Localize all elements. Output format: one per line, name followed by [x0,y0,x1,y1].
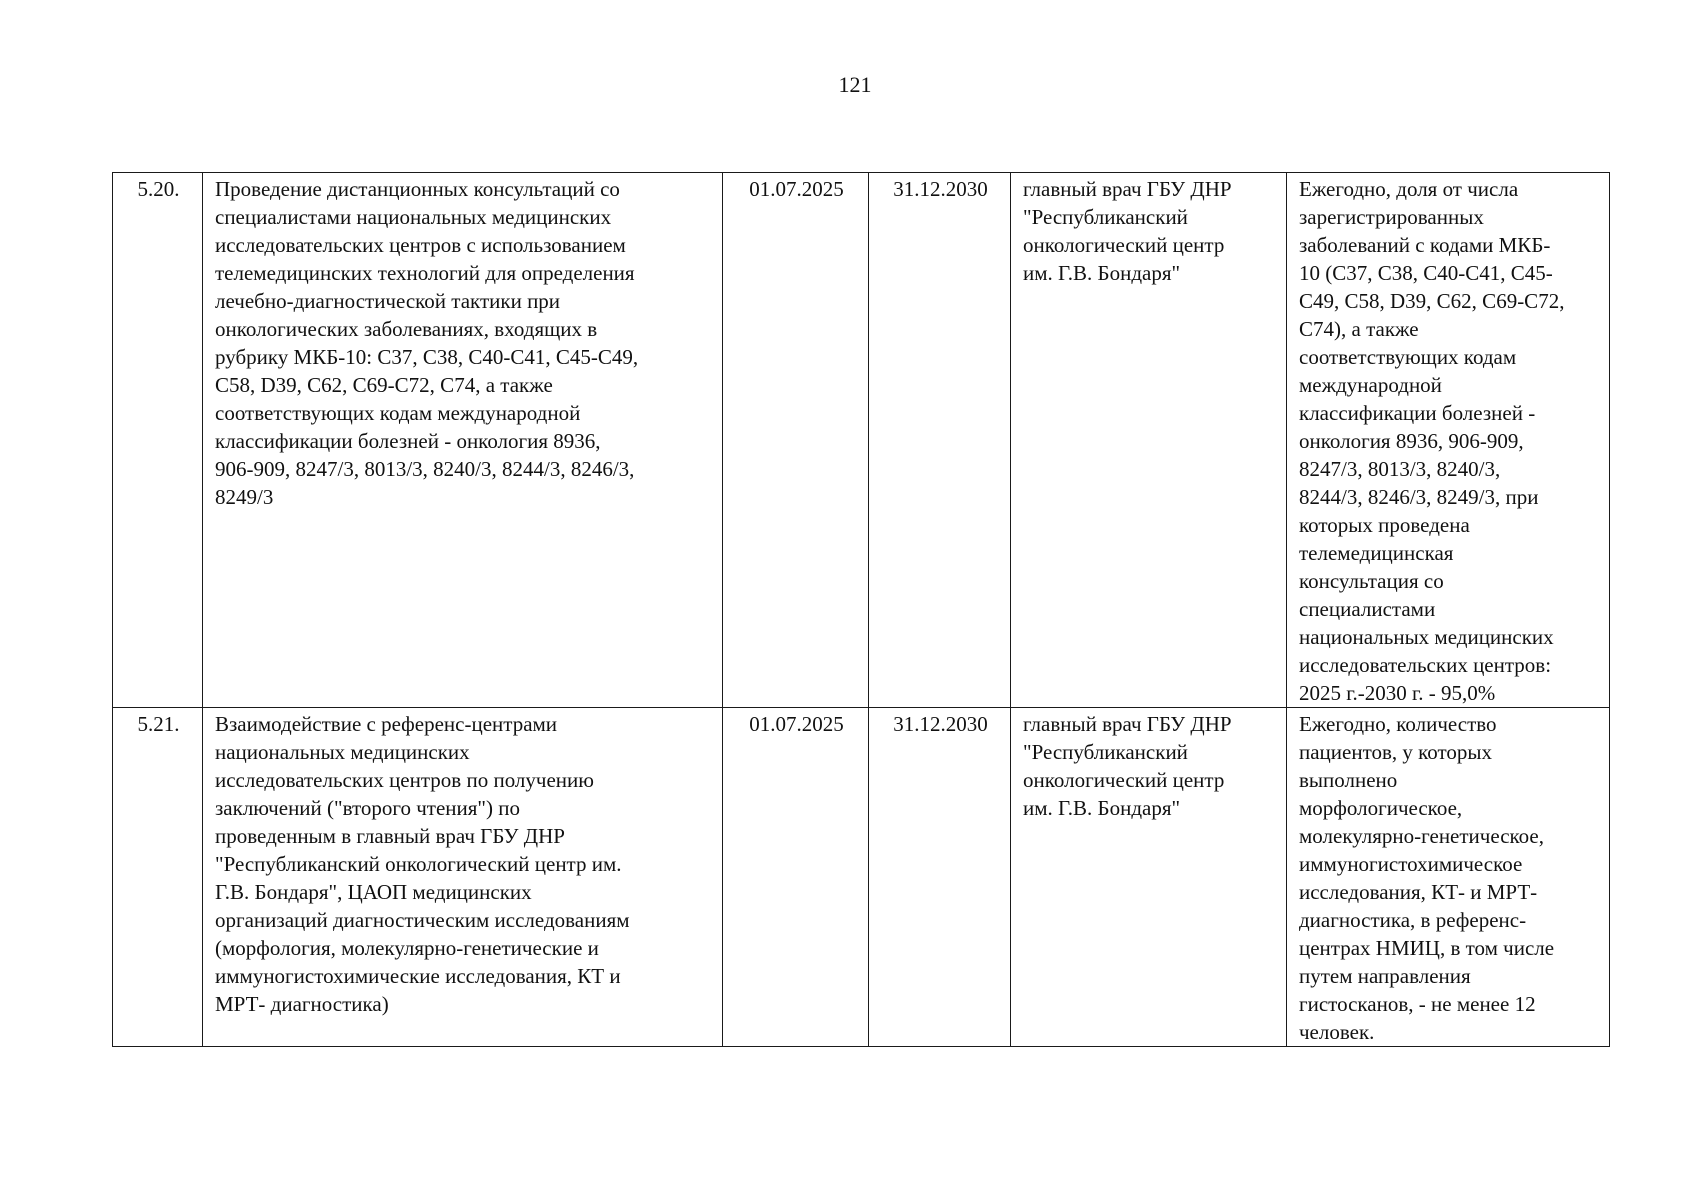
table-row [113,173,1610,708]
measures-table [112,172,1610,1047]
table-row [113,708,1610,1047]
end-date: 31.12.2030 [869,708,1011,1047]
row-number: 5.21. [113,708,203,1047]
page-number: 121 [838,72,872,97]
end-date: 31.12.2030 [869,173,1011,708]
row-number: 5.20. [113,173,203,708]
start-date: 01.07.2025 [723,173,869,708]
start-date: 01.07.2025 [723,708,869,1047]
responsible-person: главный врач ГБУ ДНР "Республиканский онкологический центр им. Г.В. Бондаря" [1011,708,1287,1047]
target-indicator: Ежегодно, количество пациентов, у которых выполнено морфологическое, молекулярно-генетическое, иммуногистохимическое исследования, КТ- и МРТ- диагностика, в референс- центрах НМИЦ, в том числе путем направления гистосканов, - не менее 12 человек. [1287,708,1610,1047]
measure-description: Взаимодействие с референс-центрами национальных медицинских исследовательских центров по получению заключений ("второго чтения") по проведенным в главный врач ГБУ ДНР "Республиканский онкологический центр им. Г.В. Бондаря", ЦАОП медицинских организаций диагностическим исследованиям (морфология, молекулярно-генетические и иммуногистохимические исследования, КТ и МРТ- диагностика) [203,708,723,1047]
responsible-person: главный врач ГБУ ДНР "Республиканский онкологический центр им. Г.В. Бондаря" [1011,173,1287,708]
target-indicator: Ежегодно, доля от числа зарегистрированных заболеваний с кодами МКБ- 10 (С37, С38, С40-С41, С45- С49, С58, D39, С62, С69-С72, С74), а также соответствующих кодам международной классификации болезней - онкология 8936, 906-909, 8247/3, 8013/3, 8240/3, 8244/3, 8246/3, 8249/3, при которых проведена телемедицинская консультация со специалистами национальных медицинских исследовательских центров: 2025 г.-2030 г. - 95,0% [1287,173,1610,708]
measure-description: Проведение дистанционных консультаций со специалистами национальных медицинских исследовательских центров с использованием телемедицинских технологий для определения лечебно-диагностической тактики при онкологических заболеваниях, входящих в рубрику МКБ-10: С37, С38, С40-С41, С45-С49, С58, D39, С62, С69-С72, С74, а также соответствующих кодам международной классификации болезней - онкология 8936, 906-909, 8247/3, 8013/3, 8240/3, 8244/3, 8246/3, 8249/3 [203,173,723,708]
